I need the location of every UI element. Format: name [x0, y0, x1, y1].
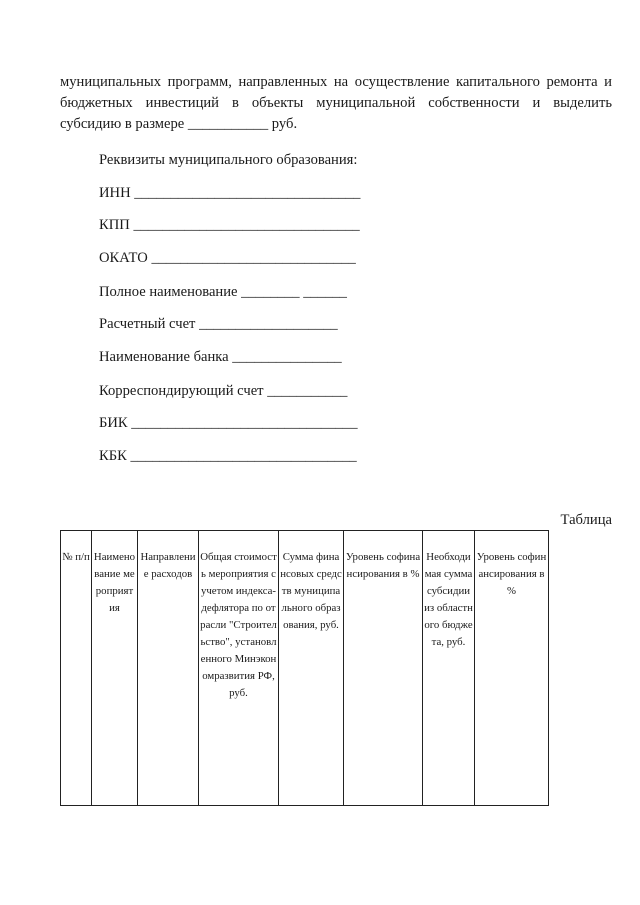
intro-line: бюджетных инвестиций в объекты муниципальной собственности и выделить — [60, 95, 612, 111]
field-bik[interactable]: БИК _______________________________ — [99, 415, 358, 431]
field-account[interactable]: Расчетный счет ___________________ — [99, 316, 338, 332]
header-cell-total-cost: Общая стоимость мероприятия с учетом индекса-дефлятора по отрасли "Строительство", установленного Минэкономразвития РФ, руб. — [199, 531, 279, 806]
table-caption: Таблица — [560, 512, 612, 528]
intro-line: субсидию в размере ___________ руб. — [60, 116, 298, 132]
header-cell-cofinancing-level: Уровень софинансирования в % — [344, 531, 423, 806]
header-cell-event-name: Наименование мероприятия — [92, 531, 138, 806]
requisites-heading: Реквизиты муниципального образования: — [99, 152, 358, 168]
header-cell-expense-direction: Направление расходов — [138, 531, 199, 806]
field-kpp[interactable]: КПП _______________________________ — [99, 217, 360, 233]
intro-paragraph — [60, 72, 612, 135]
field-full-name[interactable]: Полное наименование ________ ______ — [99, 284, 347, 300]
field-okato[interactable]: ОКАТО ____________________________ — [99, 250, 356, 266]
header-cell-required-subsidy: Необходимая сумма субсидии из областного бюджета, руб. — [423, 531, 475, 806]
table-row — [61, 531, 549, 806]
intro-line: муниципальных программ, направленных на осуществление капитального ремонта и — [60, 74, 612, 90]
header-cell-municipal-funds: Сумма финансовых средств муниципального образования, руб. — [279, 531, 344, 806]
header-cell-cofinancing-level-2: Уровень софинансирования в % — [475, 531, 549, 806]
field-kbk[interactable]: КБК _______________________________ — [99, 448, 357, 464]
field-bank[interactable]: Наименование банка _______________ — [99, 349, 342, 365]
field-corr-account[interactable]: Корреспондирующий счет ___________ — [99, 383, 348, 399]
cofinancing-table — [60, 530, 549, 806]
field-inn[interactable]: ИНН _______________________________ — [99, 185, 361, 201]
header-cell-number: № п/п — [61, 531, 92, 806]
